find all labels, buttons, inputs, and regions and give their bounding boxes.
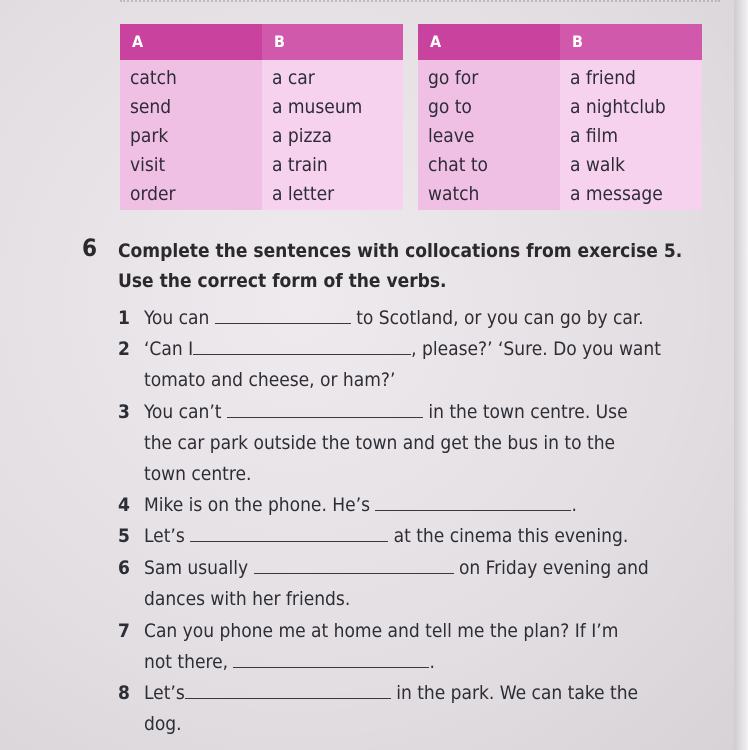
table-cell: a film — [570, 125, 619, 147]
answer-blank[interactable] — [375, 490, 571, 511]
exercise-number: 6 — [82, 234, 98, 262]
table-cell: a museum — [272, 96, 363, 118]
item-number: 2 — [118, 338, 130, 360]
item-text: not there, — [144, 651, 229, 673]
item-text: , please?’ ‘Sure. Do you want — [411, 338, 661, 360]
answer-blank[interactable] — [193, 334, 411, 355]
answer-blank[interactable] — [227, 397, 423, 418]
exercise-item-7 — [118, 616, 718, 678]
item-number: 1 — [118, 307, 130, 329]
column-b — [262, 60, 403, 210]
table-header — [120, 24, 403, 60]
instruction-line: Use the correct form of the verbs. — [118, 270, 447, 292]
answer-blank[interactable] — [215, 303, 351, 324]
exercise-instruction — [118, 236, 718, 296]
table-header — [418, 24, 702, 60]
item-text: to Scotland, or you can go by car. — [356, 307, 644, 329]
item-text: ‘Can I — [144, 338, 194, 360]
column-header-b: B — [262, 24, 403, 60]
item-text: Let’s — [144, 682, 185, 704]
column-a — [120, 60, 262, 210]
exercise-item-4 — [118, 490, 718, 521]
table-cell: go for — [428, 67, 479, 89]
item-number: 5 — [118, 525, 130, 547]
item-text: town centre. — [144, 463, 252, 485]
item-number: 4 — [118, 494, 130, 516]
table-cell: watch — [428, 183, 480, 205]
exercise-item-5 — [118, 521, 718, 552]
table-cell: a message — [570, 183, 663, 205]
item-number: 7 — [118, 620, 130, 642]
table-cell: a train — [272, 154, 328, 176]
exercise-item-8 — [118, 678, 718, 740]
table-cell: send — [130, 96, 172, 118]
table-cell: a letter — [272, 183, 335, 205]
item-text: dog. — [144, 713, 182, 735]
table-cell: catch — [130, 67, 177, 89]
table-cell: park — [130, 125, 169, 147]
table-cell: a nightclub — [570, 96, 666, 118]
table-cell: go to — [428, 96, 472, 118]
table-cell: a friend — [570, 67, 636, 89]
item-text: Mike is on the phone. He’s — [144, 494, 371, 516]
item-number: 6 — [118, 557, 130, 579]
item-text: You can — [144, 307, 210, 329]
item-text: the car park outside the town and get the bus in to the — [144, 432, 616, 454]
collocation-table-1 — [120, 24, 403, 210]
collocation-table-2 — [418, 24, 702, 210]
column-header-a: A — [132, 32, 144, 51]
item-text: . — [571, 494, 577, 516]
column-b — [560, 60, 702, 210]
item-text: on Friday evening and — [458, 557, 649, 579]
item-text: Sam usually — [144, 557, 249, 579]
item-text: in the park. We can take the — [396, 682, 639, 704]
table-cell: chat to — [428, 154, 488, 176]
answer-blank[interactable] — [185, 678, 391, 699]
answer-blank[interactable] — [190, 521, 388, 542]
page-edge-shadow — [734, 0, 748, 750]
item-number: 8 — [118, 682, 130, 704]
exercise-item-1 — [118, 303, 718, 334]
table-cell: a walk — [570, 154, 626, 176]
item-text: You can’t — [144, 401, 222, 423]
item-text: tomato and cheese, or ham?’ — [144, 369, 396, 391]
exercise-item-6 — [118, 553, 718, 615]
item-text: . — [429, 651, 435, 673]
answer-blank[interactable] — [233, 647, 429, 668]
item-text: in the town centre. Use — [428, 401, 628, 423]
column-header-b: B — [560, 24, 702, 60]
item-number: 3 — [118, 401, 130, 423]
answer-blank[interactable] — [254, 553, 454, 574]
column-header-a: A — [430, 32, 442, 51]
table-cell: visit — [130, 154, 166, 176]
exercise-item-3 — [118, 397, 718, 490]
table-cell: leave — [428, 125, 475, 147]
item-text: at the cinema this evening. — [393, 525, 629, 547]
item-text: dances with her friends. — [144, 588, 351, 610]
table-cell: a pizza — [272, 125, 332, 147]
cropped-heading-line — [120, 0, 720, 8]
column-a — [418, 60, 560, 210]
exercise-item-2 — [118, 334, 718, 396]
table-cell: order — [130, 183, 176, 205]
table-cell: a car — [272, 67, 315, 89]
item-text: Let’s — [144, 525, 185, 547]
item-text: Can you phone me at home and tell me the plan? If I’m — [144, 620, 619, 642]
instruction-line: Complete the sentences with collocations from exercise 5. — [118, 240, 683, 262]
